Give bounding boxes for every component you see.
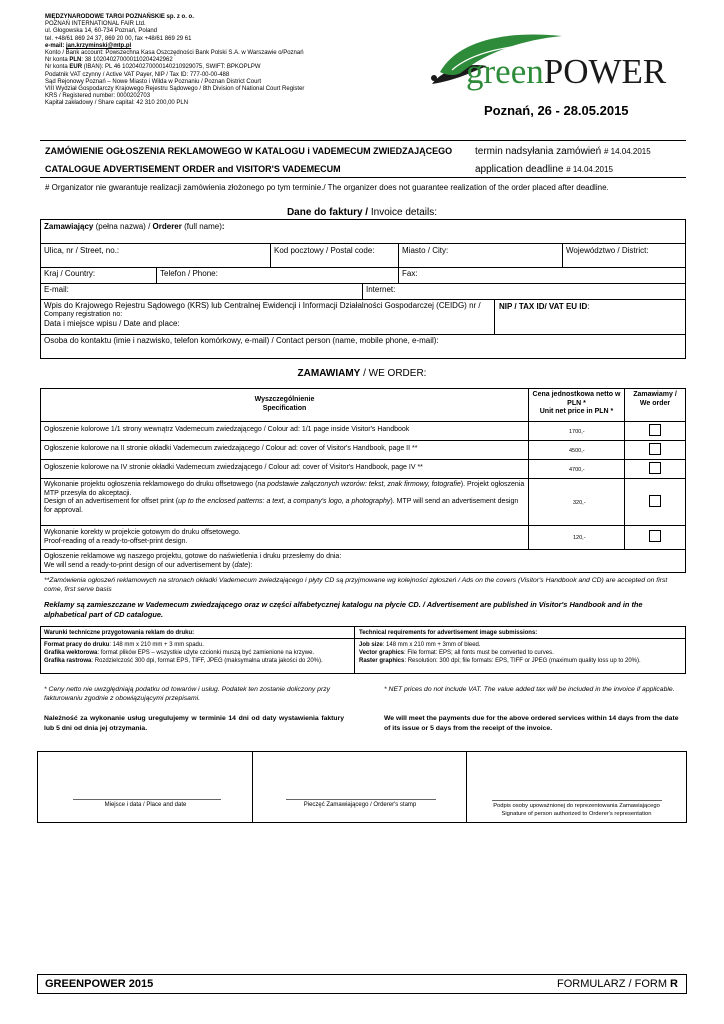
row-price: 120,- — [529, 526, 625, 549]
order-checkbox[interactable] — [649, 530, 661, 542]
signature-field[interactable] — [467, 752, 686, 822]
row-spec-design — [41, 479, 529, 525]
company-phone: tel. +48/61 869 24 37, 869 20 00, fax +48/61 869 29 61 — [45, 35, 192, 42]
own-design-en-italic: date — [234, 562, 249, 569]
title-divider-top — [40, 140, 686, 141]
country-field[interactable] — [41, 268, 157, 283]
company-name-en: POZNAŃ INTERNATIONAL FAIR Ltd. — [45, 21, 146, 28]
stamp-line — [286, 799, 436, 800]
own-design-pl: Ogłoszenie reklamowe wg naszego projektu, gotowe do naświetlenia i druku przesłemy do dnia: — [44, 553, 342, 560]
nip-field[interactable] — [495, 300, 685, 334]
orderer-label-2: (pełna nazwa) / — [93, 222, 153, 231]
order-checkbox[interactable] — [649, 443, 661, 455]
province-label: Województwo / District: — [566, 246, 649, 255]
signature-label-pl: Podpis osoby upoważnionej do reprezentowania Zamawiającego — [493, 803, 660, 809]
tech-requirements-box — [40, 626, 686, 674]
col-price-en: Unit net price in PLN * — [539, 408, 614, 415]
orderer-label-5: : — [221, 222, 225, 231]
own-design-row[interactable] — [41, 550, 685, 572]
design-en-2: ). MTP will send an advertisement design for approval. — [44, 498, 519, 514]
tech-en-job-label: Job size — [359, 642, 383, 648]
design-pl-2: ). Projekt ogłoszenia MTP przesyła do akceptacji. — [44, 481, 525, 497]
order-heading-bold: ZAMAWIAMY — [297, 368, 361, 379]
tech-pl-format-label: Format pracy do druku — [44, 642, 110, 648]
row-price: 4500,- — [529, 441, 625, 459]
orderer-label-3: Orderer — [152, 222, 182, 231]
place-date-field[interactable] — [38, 752, 253, 822]
company-email-label: e-mail: — [45, 42, 65, 49]
street-label: Ulica, nr / Street, no.: — [44, 246, 120, 255]
company-court1: Sąd Rejonowy Poznań – Nowe Miasto i Wilda w Poznaniu / Poznan District Court — [45, 78, 262, 85]
order-checkbox[interactable] — [649, 462, 661, 474]
company-bank: Konto / Bank account: Powszechna Kasa Oszczędności Bank Polski S.A. w Warszawie o/Poznań — [45, 50, 304, 57]
tech-en-raster-label: Raster graphics — [359, 658, 405, 664]
row-price: 320,- — [529, 479, 625, 525]
nip-label: NIP / TAX ID/ VAT EU ID — [499, 302, 588, 311]
eur-account-label: Nr konta — [45, 64, 68, 71]
street-field[interactable] — [41, 244, 271, 267]
row-price: 4700,- — [529, 460, 625, 478]
orderer-field[interactable] — [41, 220, 685, 244]
phone-field[interactable] — [157, 268, 399, 283]
address-row — [41, 244, 685, 268]
placement-note: Reklamy są zamieszczane w Vademecum zwiedzającego oraz w części alfabetycznej katalogu na płycie CD. / Advertisement are published in Visitor's Handbook and in the alphabetical part of CD catalogue. — [44, 600, 643, 619]
contact-field[interactable] — [41, 335, 685, 358]
deadline-en-label: application deadline — [475, 164, 564, 175]
title-pl: ZAMÓWIENIE OGŁOSZENIA REKLAMOWEGO W KATALOGU i VADEMECUM ZWIEDZAJĄCEGO — [45, 146, 453, 156]
tech-en-vector: : File format: EPS; all fonts must be converted to curves. — [404, 650, 554, 656]
tech-pl — [41, 627, 355, 673]
row-spec-proof — [41, 526, 529, 549]
footer-form-label: FORMULARZ / FORM — [556, 978, 671, 990]
email-field[interactable] — [41, 284, 363, 299]
country-label: Kraj / Country: — [44, 269, 96, 278]
footer-form-letter: R — [670, 978, 678, 990]
eur-account: (IBAN): PL 46 102040270000140210929075, SWIFT: BPKOPLPW — [82, 64, 261, 71]
deadline-en — [475, 164, 613, 175]
krs-label-pl: Wpis do Krajowego Rejestru Sądowego (KRS) lub Centralnej Ewidencji i Informacji Działalności Gospodarczej (CEIDG) nr / — [44, 301, 481, 310]
pln-account: : 38 102040270000110204242962 — [81, 57, 173, 64]
logo-green: green — [466, 52, 544, 91]
col-spec-pl: Wyszczególnienie — [254, 396, 315, 403]
payment-note-en: We will meet the payments due for the above ordered services within 14 days from the date of its issue or 5 days from the receipt of the invoice. — [384, 715, 679, 732]
col-order-pl: Zamawiamy / — [633, 391, 677, 398]
deadline-pl-date: # 14.04.2015 — [603, 147, 651, 156]
payment-note-pl: Należność za wykonanie usług uregulujemy w terminie 14 dni od daty wystawienia faktury lub 5 dni od dnia jej otrzymania. — [44, 715, 344, 732]
city-label: Miasto / City: — [402, 246, 449, 255]
invoice-heading-normal: Invoice details: — [368, 207, 438, 218]
company-capital: Kapitał zakładowy / Share capital: 42 310 200,00 PLN — [45, 100, 189, 107]
row-order-cell — [625, 526, 685, 549]
nip-colon: : — [587, 302, 590, 311]
signature-box — [37, 751, 687, 823]
title-en: CATALOGUE ADVERTISEMENT ORDER and VISITOR'S VADEMECUM — [45, 164, 341, 174]
order-checkbox[interactable] — [649, 495, 661, 507]
krs-label-en: Company registration no: — [44, 310, 123, 318]
row-order-cell — [625, 422, 685, 440]
order-heading — [0, 368, 724, 380]
vat-note-en: * NET prices do not include VAT. The value added tax will be included in the invoice if applicable. — [384, 686, 675, 693]
contact-label: Osoba do kontaktu (imie i nazwisko, telefon komórkowy, e-mail) / Contact person (name, mobile phone, e-mail): — [44, 336, 439, 345]
row-order-cell — [625, 441, 685, 459]
design-pl-italic: na podstawie załączonych wzorów: tekst, znak firmowy, fotografie — [257, 481, 461, 488]
company-email[interactable]: jan.krzyminski@mtp.pl — [66, 42, 132, 49]
place-date-label: Miejsce i data / Place and date — [104, 802, 187, 808]
col-order-en: We order — [639, 399, 671, 407]
tech-pl-format: : 148 mm x 210 mm + 3 mm spadu. — [109, 642, 204, 648]
postal-field[interactable] — [271, 244, 399, 267]
pln-account-label: Nr konta — [45, 57, 68, 64]
krs-field[interactable] — [41, 300, 495, 334]
row-spec: Ogłoszenie kolorowe na II stronie okładki Vademecum zwiedzającego / Colour ad: cover of Visitor's Handbook, page II ** — [41, 441, 529, 459]
design-en-1: Design of an advertisement for offset print ( — [44, 498, 179, 506]
proof-pl: Wykonanie korekty w projekcie gotowym do druku offsetowego. — [44, 529, 241, 536]
place-date-line — [73, 799, 221, 800]
invoice-form — [40, 219, 686, 359]
col-price-header — [529, 389, 625, 421]
table-row — [41, 526, 685, 550]
orderer-label-1: Zamawiający — [44, 222, 94, 231]
email-row — [41, 284, 685, 300]
company-vat: Podatnik VAT czynny / Active VAT Payer, NIP / Tax ID: 777-00-00-488 — [45, 71, 230, 78]
tech-en-title: Technical requirements for advertisement image submissions: — [355, 627, 685, 639]
tech-en-vector-label: Vector graphics — [359, 650, 405, 656]
table-row — [41, 460, 685, 479]
internet-field[interactable] — [363, 284, 685, 299]
order-table — [40, 388, 686, 573]
greenpower-logo — [412, 22, 682, 102]
postal-label: Kod pocztowy / Postal code: — [274, 246, 375, 255]
organizer-note: # Organizator nie gwarantuje realizacji zamówienia złożonego po tym terminie./ The organizer does not guarantee realization of the order placed after deadline. — [45, 183, 609, 192]
tech-pl-title: Warunki techniczne przygotowania reklam do druku: — [41, 627, 354, 639]
col-order-header — [625, 389, 685, 421]
tech-pl-vector-label: Grafika wektorowa — [44, 650, 98, 656]
event-place-date: Poznań, 26 - 28.05.2015 — [484, 103, 629, 118]
registration-row — [41, 300, 685, 335]
invoice-heading — [0, 207, 724, 219]
title-divider-bottom — [40, 177, 686, 178]
row-order-cell — [625, 460, 685, 478]
footer-right — [557, 978, 678, 991]
order-table-header — [41, 389, 685, 422]
orderer-label-4: (full name) — [181, 222, 222, 231]
pln-account-cur: PLN — [69, 57, 82, 64]
footer-left: GREENPOWER 2015 — [45, 978, 154, 990]
tech-en-job: : 148 mm x 210 mm + 3mm of bleed. — [382, 642, 481, 648]
company-name-pl: MIĘDZYNARODOWE TARGI POZNAŃSKIE sp. z o. o. — [45, 14, 194, 20]
province-field[interactable] — [563, 244, 685, 267]
company-krs: KRS / Registered number: 0000202703 — [45, 93, 151, 100]
cover-note: **Zamówienia ogłoszeń reklamowych na stronach okładki Vademecum zwiedzającego i płyty CD są przyjmowane wg kolejności zgłoszeń / Ads on the covers (Visitor's Handbook and CD) are accepted on first come, first serve basis — [44, 577, 668, 593]
tech-en-raster: : Resolution: 300 dpi; file formats: EPS, TIFF or JPEG (maximum quality loss up to 20%). — [404, 658, 641, 664]
company-court2: VIII Wydział Gospodarczy Krajowego Rejestru Sądowego / 8th Division of National Court Register — [45, 86, 305, 93]
table-row — [41, 422, 685, 441]
vat-note-pl: * Ceny netto nie uwzględniają podatku od towarów i usług. Podatek ten zostanie doliczony przy fakturowaniu zgodnie z obowiązującymi przepisami. — [44, 686, 331, 702]
tech-en — [355, 627, 685, 673]
proof-en: Proof-reading of a ready-to-offset-print design. — [44, 538, 188, 545]
order-checkbox[interactable] — [649, 424, 661, 436]
krs-date-label: Data i miejsce wpisu / Date and place: — [44, 319, 180, 328]
row-price: 1700,- — [529, 422, 625, 440]
stamp-field[interactable] — [253, 752, 467, 822]
phone-label: Telefon / Phone: — [160, 269, 218, 278]
fax-field[interactable] — [399, 268, 685, 283]
signature-label-en: Signature of person authorized to Orderer's representation — [501, 810, 652, 817]
tech-pl-raster-label: Grafika rastrowa — [44, 658, 92, 664]
tech-pl-vector: : format plików EPS – wszystkie użyte czcionki muszą być zamienione na krzywe. — [97, 650, 315, 656]
order-heading-normal: / WE ORDER: — [360, 368, 427, 379]
design-en-italic: up to the enclosed patterns: a text, a company's logo, a photography — [178, 498, 391, 506]
deadline-en-date: # 14.04.2015 — [566, 165, 613, 174]
logo-power: POWER — [543, 52, 667, 91]
signature-line — [492, 800, 662, 801]
table-row — [41, 479, 685, 526]
row-spec: Ogłoszenie kolorowe 1/1 strony wewnątrz Vademecum zwiedzającego / Colour ad: 1/1 page inside Visitor's Handbook — [41, 422, 529, 440]
design-pl-1: Wykonanie projektu ogłoszenia reklamowego do druku offsetowego ( — [44, 481, 258, 488]
signature-label — [467, 803, 686, 818]
row-order-cell — [625, 479, 685, 525]
own-design-en-2: ): — [248, 562, 253, 569]
col-price-pl: Cena jednostkowa netto w PLN * — [532, 391, 621, 407]
deadline-pl — [475, 146, 651, 157]
row-spec: Ogłoszenie kolorowe na IV stronie okładki Vademecum zwiedzającego / Colour ad: cover of Visitor's Handbook, page IV ** — [41, 460, 529, 478]
col-spec-en: Specification — [262, 404, 307, 412]
internet-label: Internet: — [366, 285, 396, 294]
eur-account-cur: EUR — [69, 64, 83, 71]
company-info — [45, 14, 345, 108]
fax-label: Fax: — [402, 269, 418, 278]
company-address: ul. Głogowska 14, 60-734 Poznań, Poland — [45, 28, 158, 35]
table-row — [41, 441, 685, 460]
invoice-heading-bold: Dane do faktury / — [286, 207, 369, 218]
country-row — [41, 268, 685, 284]
own-design-en-1: We will send a ready-to-print design of our advertisement by ( — [44, 562, 235, 569]
footer-bar — [37, 974, 687, 994]
tech-pl-raster: : Rozdzielczość 300 dpi, format EPS, TIFF, JPEG (maksymalna utrata jakości do 20%). — [91, 658, 323, 664]
email-label: E-mail: — [44, 285, 69, 294]
col-spec-header — [41, 389, 529, 421]
stamp-label: Pieczęć Zamawiającego / Orderer's stamp — [303, 802, 417, 808]
deadline-pl-label: termin nadsyłania zamówień — [475, 146, 602, 157]
city-field[interactable] — [399, 244, 563, 267]
